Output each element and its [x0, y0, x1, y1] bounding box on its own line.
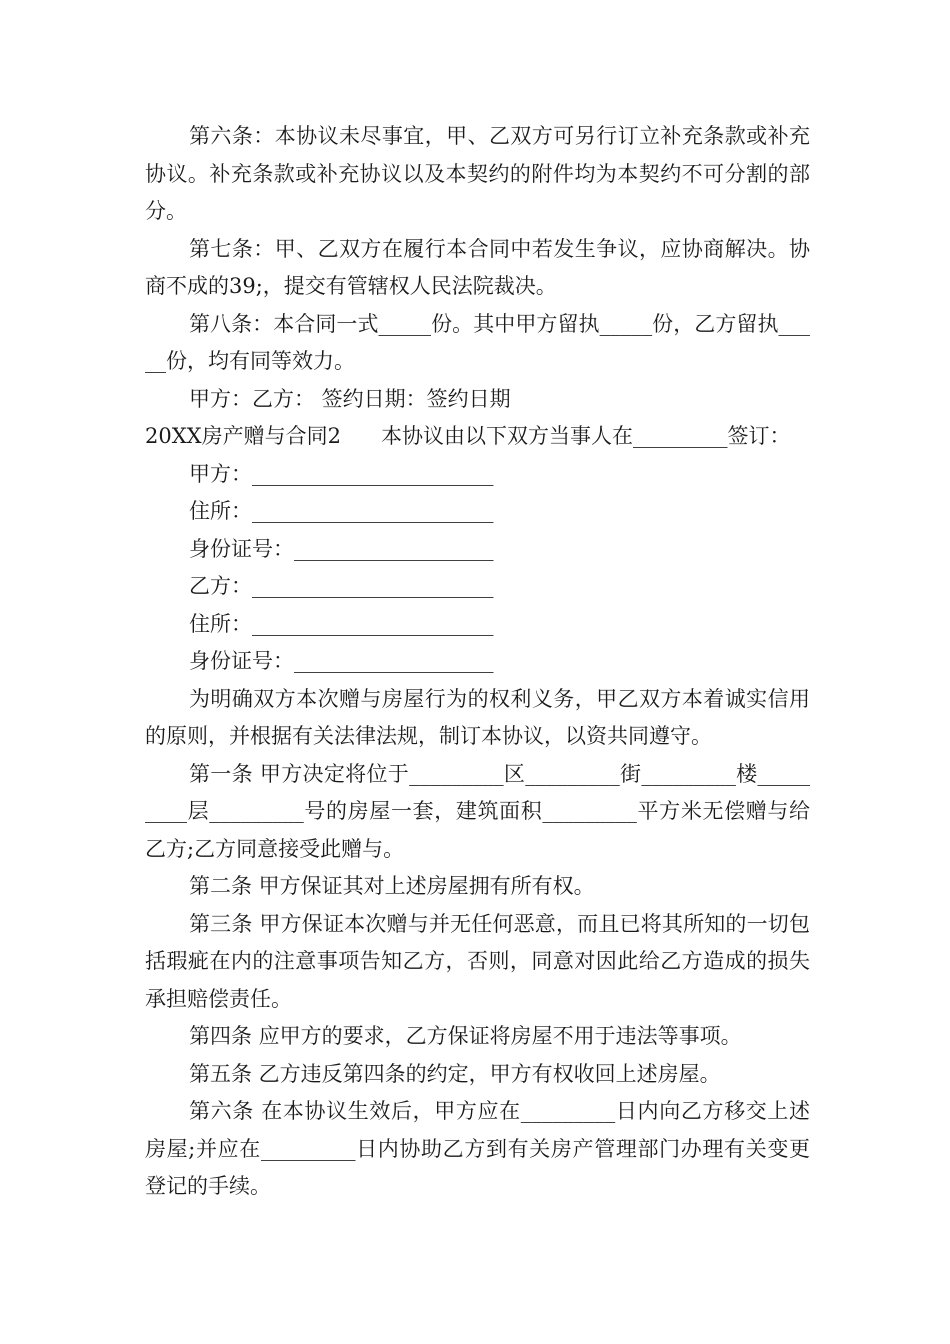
- party-b-id-field: 身份证号：___________________: [189, 649, 494, 673]
- signature-line: 甲方：乙方： 签约日期：签约日期: [189, 386, 511, 411]
- preamble-paragraph: 为明确双方本次赠与房屋行为的权利义务，甲乙双方本着诚实信用的原则，并根据有关法律法规，制订本协议，以资共同遵守。: [145, 686, 810, 748]
- contract-2-title: 20XX房产赠与合同2: [145, 424, 341, 448]
- party-b-field: 乙方：_______________________: [189, 574, 494, 598]
- party-b-address-field: 住所：_______________________: [189, 611, 494, 636]
- clause-4: 第四条 应甲方的要求，乙方保证将房屋不用于违法等事项。: [189, 1024, 742, 1048]
- clause-2: 第二条 甲方保证其对上述房屋拥有所有权。: [189, 874, 595, 898]
- contract-2-intro: 本协议由以下双方当事人在_________签订：: [380, 424, 791, 448]
- party-a-field: 甲方：_______________________: [189, 461, 494, 486]
- article-8-copies: 第八条：本合同一式_____份。其中甲方留执_____份，乙方留执_____份，均有同等效力。: [145, 311, 810, 373]
- clause-1: 第一条 甲方决定将位于_________区_________街_________楼_________层_________号的房屋一套，建筑面积_________平方米无偿赠与给乙方;乙方同意接受此赠与。: [145, 761, 810, 861]
- document-body: [145, 118, 810, 1206]
- contract-2-heading: [145, 418, 810, 456]
- party-a-address-field: 住所：_______________________: [189, 499, 494, 523]
- clause-5: 第五条 乙方违反第四条的约定，甲方有权收回上述房屋。: [189, 1061, 721, 1086]
- clause-3: 第三条 甲方保证本次赠与并无任何恶意，而且已将其所知的一切包括瑕疵在内的注意事项告知乙方，否则，同意对因此给乙方造成的损失承担赔偿责任。: [145, 911, 810, 1011]
- article-7-dispute: 第七条：甲、乙双方在履行本合同中若发生争议，应协商解决。协商不成的39;，提交有管辖权人民法院裁决。: [145, 236, 810, 298]
- article-6-supplement: 第六条：本协议未尽事宜，甲、乙双方可另行订立补充条款或补充协议。补充条款或补充协议以及本契约的附件均为本契约不可分割的部分。: [145, 124, 810, 223]
- party-a-id-field: 身份证号：___________________: [189, 536, 494, 561]
- clause-6: 第六条 在本协议生效后，甲方应在_________日内向乙方移交上述房屋;并应在_________日内协助乙方到有关房产管理部门办理有关变更登记的手续。: [145, 1099, 810, 1198]
